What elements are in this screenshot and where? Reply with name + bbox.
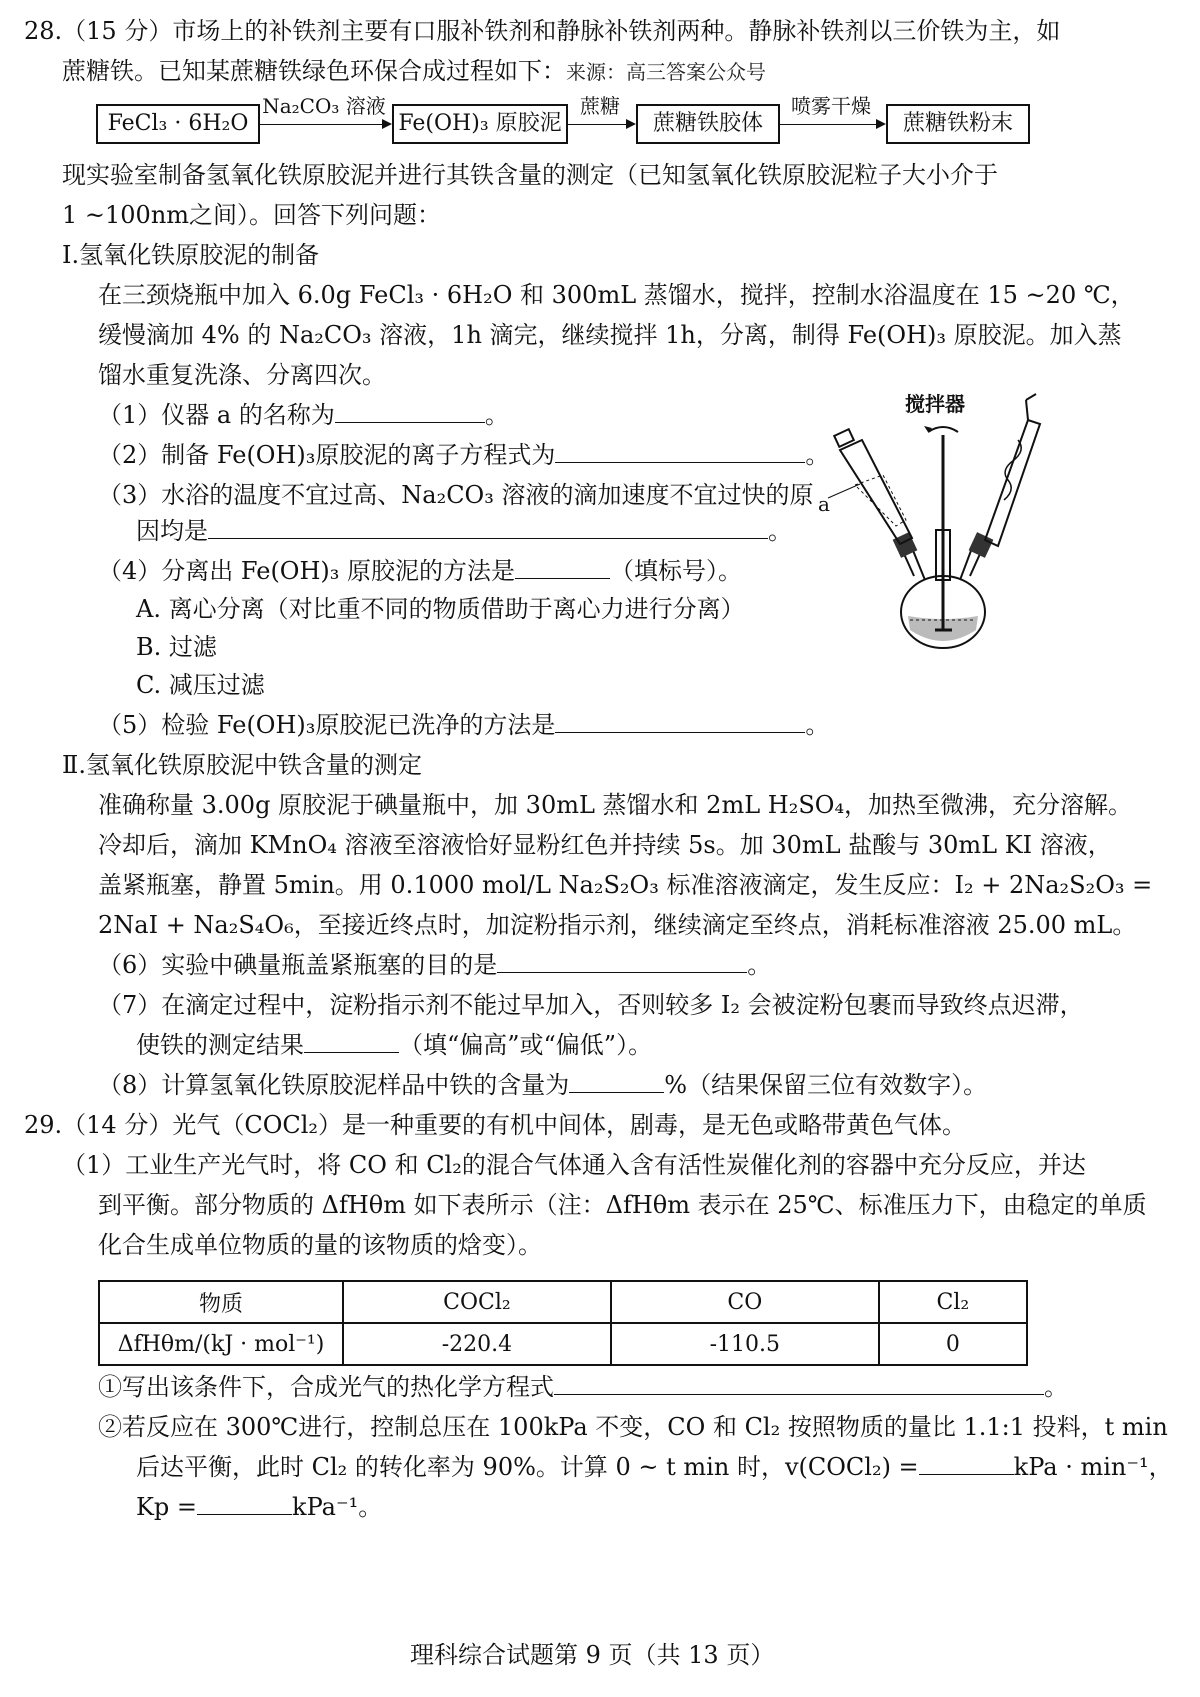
page-footer: 理科综合试题第 9 页（共 13 页） xyxy=(410,1641,775,1669)
stirrer-label: 搅拌器 xyxy=(905,392,965,416)
enthalpy-table xyxy=(98,1280,1028,1366)
flow-box-powder: 蔗糖铁粉末 xyxy=(886,104,1030,144)
table-header-cell: 物质 xyxy=(99,1281,343,1323)
question-1 xyxy=(98,400,509,430)
question-3-text: 因均是 xyxy=(136,517,208,545)
question-3-line1: （3）水浴的温度不宜过高、Na₂CO₃ 溶液的滴加速度不宜过快的原 xyxy=(98,481,814,509)
q29-para-line2: 到平衡。部分物质的 ΔfHθm 如下表所示（注：ΔfHθm 表示在 25℃、标准压力下，由稳定的单质 xyxy=(98,1191,1147,1219)
part2-para-line3: 盖紧瓶塞，静置 5min。用 0.1000 mol/L Na₂S₂O₃ 标准溶液滴定，发生反应：I₂ + 2Na₂S₂O₃ = xyxy=(98,871,1153,899)
apparatus-drawing xyxy=(800,380,1060,680)
question-8-tail: %（结果保留三位有效数字）。 xyxy=(664,1071,988,1099)
question-5-text: （5）检验 Fe(OH)₃原胶泥已洗净的方法是 xyxy=(98,711,556,739)
table-header-cell: CO xyxy=(611,1281,879,1323)
answer-blank-5[interactable] xyxy=(555,710,805,733)
flow-arrow-3 xyxy=(778,124,884,125)
table-cell: 0 xyxy=(879,1323,1027,1365)
question-7-line2 xyxy=(136,1030,652,1060)
flow-arrow-1 xyxy=(258,124,390,125)
sub-question-2-line2 xyxy=(136,1452,1173,1482)
sub-question-1-period: 。 xyxy=(1044,1373,1068,1401)
flow-box-colloid: 蔗糖铁胶体 xyxy=(636,104,780,144)
question-1-text: （1）仪器 a 的名称为 xyxy=(98,401,335,429)
sub-question-2-text: 后达平衡，此时 Cl₂ 的转化率为 90%。计算 0 ~ t min 时，v(COCl₂) = xyxy=(136,1453,919,1481)
answer-blank-8[interactable] xyxy=(569,1070,664,1093)
answer-blank-29-1[interactable] xyxy=(554,1372,1044,1395)
question-8-text: （8）计算氢氧化铁原胶泥样品中铁的含量为 xyxy=(98,1071,570,1099)
answer-blank-6[interactable] xyxy=(497,950,747,973)
answer-blank-3[interactable] xyxy=(208,516,768,539)
option-a: A. 离心分离（对比重不同的物质借助于离心力进行分离） xyxy=(136,595,745,623)
part2-title: Ⅱ.氢氧化铁原胶泥中铁含量的测定 xyxy=(62,751,422,779)
question-2-text: （2）制备 Fe(OH)₃原胶泥的离子方程式为 xyxy=(98,441,556,469)
question-1-period: 。 xyxy=(484,401,509,429)
q29-para-line1: （1）工业生产光气时，将 CO 和 Cl₂的混合气体通入含有活性炭催化剂的容器中充分反应，并达 xyxy=(62,1151,1086,1179)
flow-box-feoh3: Fe(OH)₃ 原胶泥 xyxy=(392,104,568,144)
table-cell: -110.5 xyxy=(611,1323,879,1365)
answer-blank-29-2[interactable] xyxy=(919,1452,1014,1475)
flow-arrow-2 xyxy=(566,124,634,125)
answer-blank-7[interactable] xyxy=(304,1030,399,1053)
part2-para-line4: 2NaI + Na₂S₄O₆，至接近终点时，加淀粉指示剂，继续滴定至终点，消耗标准溶液 25.00 mL。 xyxy=(98,911,1137,939)
table-row xyxy=(99,1323,1027,1365)
sub-question-1 xyxy=(98,1372,1068,1402)
question-3-period: 。 xyxy=(768,517,792,545)
question-7-tail: （填“偏高”或“偏低”）。 xyxy=(399,1031,653,1059)
source-note: 来源：高三答案公众号 xyxy=(566,60,766,84)
part1-title: Ⅰ.氢氧化铁原胶泥的制备 xyxy=(62,241,320,269)
q29-para-line3: 化合生成单位物质的量的该物质的焓变）。 xyxy=(98,1231,542,1259)
sub-question-2-line3 xyxy=(136,1492,382,1522)
sub-question-1-text: ①写出该条件下，合成光气的热化学方程式 xyxy=(98,1373,554,1401)
question-4-tail: （填标号）。 xyxy=(610,557,743,585)
part1-para-line2: 缓慢滴加 4% 的 Na₂CO₃ 溶液，1h 滴完，继续搅拌 1h，分离，制得 Fe(OH)₃ 原胶泥。加入蒸 xyxy=(98,321,1122,349)
question-6-text: （6）实验中碘量瓶盖紧瓶塞的目的是 xyxy=(98,951,498,979)
question-5 xyxy=(98,710,829,740)
question-6 xyxy=(98,950,771,980)
question-7-line1: （7）在滴定过程中，淀粉指示剂不能过早加入，否则较多 I₂ 会被淀粉包裹而导致终点迟滞， xyxy=(98,991,1084,1019)
part2-para-line2: 冷却后，滴加 KMnO₄ 溶液至溶液恰好显粉红色并持续 5s。加 30mL 盐酸与 30mL KI 溶液， xyxy=(98,831,1112,859)
q28-desc-line2: 1 ~100nm之间）。回答下列问题： xyxy=(62,201,442,229)
question-2-period: 。 xyxy=(805,441,830,469)
kp-unit: kPa⁻¹。 xyxy=(292,1493,383,1521)
table-header-cell: Cl₂ xyxy=(879,1281,1027,1323)
q28-intro-line1: 28.（15 分）市场上的补铁剂主要有口服补铁剂和静脉补铁剂两种。静脉补铁剂以三价铁为主，如 xyxy=(24,17,1061,45)
table-header-cell: COCl₂ xyxy=(343,1281,611,1323)
table-cell: ΔfHθm/(kJ · mol⁻¹) xyxy=(99,1323,343,1365)
apparatus-figure xyxy=(800,380,1060,680)
part1-para-line1: 在三颈烧瓶中加入 6.0g FeCl₃ · 6H₂O 和 300mL 蒸馏水，搅拌，控制水浴温度在 15 ~20 ℃， xyxy=(98,281,1135,309)
option-b: B. 过滤 xyxy=(136,633,217,661)
question-4 xyxy=(98,556,742,586)
option-c: C. 减压过滤 xyxy=(136,671,265,699)
flow-arrow-1-label: Na₂CO₃ 溶液 xyxy=(262,94,386,118)
sub-question-2-unit: kPa · min⁻¹， xyxy=(1013,1453,1173,1481)
kp-label: Kp = xyxy=(136,1493,198,1521)
part1-para-line3: 馏水重复洗涤、分离四次。 xyxy=(98,361,386,389)
answer-blank-29-3[interactable] xyxy=(197,1492,292,1515)
sub-question-2-line1: ②若反应在 300℃进行，控制总压在 100kPa 不变，CO 和 Cl₂ 按照物质的量比 1.1:1 投料，t min xyxy=(98,1413,1168,1441)
question-7-text: 使铁的测定结果 xyxy=(136,1031,304,1059)
question-2 xyxy=(98,440,829,470)
flow-arrow-3-label: 喷雾干燥 xyxy=(791,94,871,118)
part2-para-line1: 准确称量 3.00g 原胶泥于碘量瓶中，加 30mL 蒸馏水和 2mL H₂SO₄，加热至微沸，充分溶解。 xyxy=(98,791,1133,819)
flow-arrow-2-label: 蔗糖 xyxy=(580,94,620,118)
q28-intro-text: 蔗糖铁。已知某蔗糖铁绿色环保合成过程如下： xyxy=(62,57,566,85)
table-header-row xyxy=(99,1281,1027,1323)
question-6-period: 。 xyxy=(747,951,772,979)
table-cell: -220.4 xyxy=(343,1323,611,1365)
instrument-a-label: a xyxy=(818,492,830,516)
answer-blank-4[interactable] xyxy=(515,556,610,579)
flow-box-fecl3: FeCl₃ · 6H₂O xyxy=(96,104,260,144)
question-4-text: （4）分离出 Fe(OH)₃ 原胶泥的方法是 xyxy=(98,557,516,585)
q28-desc-line1: 现实验室制备氢氧化铁原胶泥并进行其铁含量的测定（已知氢氧化铁原胶泥粒子大小介于 xyxy=(62,161,998,189)
answer-blank-1[interactable] xyxy=(335,400,485,423)
answer-blank-2[interactable] xyxy=(555,440,805,463)
q29-intro: 29.（14 分）光气（COCl₂）是一种重要的有机中间体，剧毒，是无色或略带黄色气体。 xyxy=(24,1111,967,1139)
question-8 xyxy=(98,1070,987,1100)
question-3-line2 xyxy=(136,516,792,546)
question-5-period: 。 xyxy=(805,711,830,739)
q28-intro-line2 xyxy=(62,56,766,87)
